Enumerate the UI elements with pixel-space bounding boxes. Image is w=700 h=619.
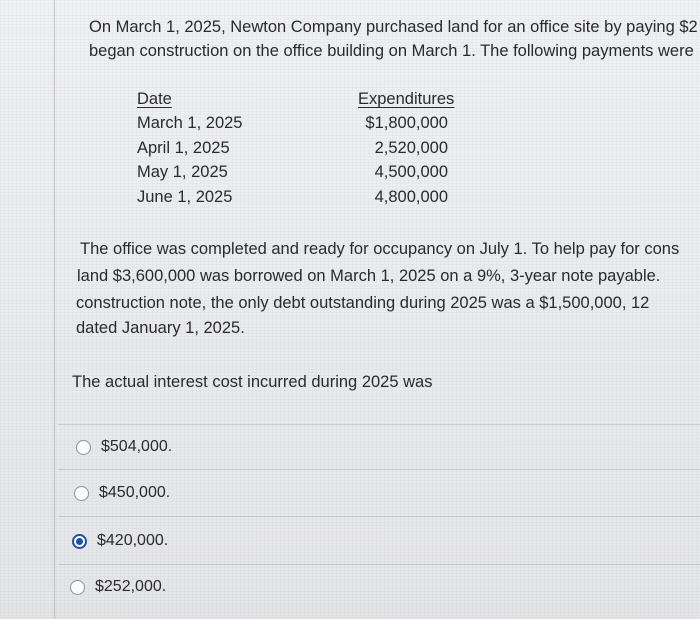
answer-option-450000[interactable] — [74, 484, 170, 502]
radio-unselected-icon[interactable] — [74, 486, 89, 501]
paragraph-line-1: The office was completed and ready for occupancy on July 1. To help pay for cons — [80, 240, 680, 258]
radio-unselected-icon[interactable] — [70, 580, 85, 595]
table-row-amount: $1,800,000 — [365, 114, 448, 132]
paragraph-line-3: construction note, the only debt outstanding during 2025 was a $1,500,000, 12 — [76, 294, 650, 312]
expenditures-column-header: Expenditures — [358, 90, 455, 108]
table-row-date: May 1, 2025 — [137, 163, 228, 181]
option-divider — [58, 469, 700, 470]
radio-unselected-icon[interactable] — [76, 440, 91, 455]
answer-option-420000[interactable] — [72, 532, 168, 550]
answer-option-label: $420,000. — [97, 532, 169, 549]
table-row-amount: 4,800,000 — [374, 187, 448, 206]
intro-line-1: On March 1, 2025, Newton Company purchased land for an office site by paying $2 — [89, 18, 698, 36]
paragraph-line-2: land $3,600,000 was borrowed on March 1, 2025 on a 9%, 3-year note payable. — [77, 267, 661, 285]
table-row-amount: 4,500,000 — [374, 163, 448, 181]
date-column-header: Date — [137, 90, 172, 108]
option-divider — [58, 516, 700, 517]
answer-option-label: $450,000. — [99, 484, 171, 501]
radio-selected-icon[interactable] — [72, 534, 87, 549]
table-row-amount: 2,520,000 — [374, 138, 448, 157]
answer-option-252000[interactable] — [70, 578, 166, 596]
question-prompt: The actual interest cost incurred during 2025 was — [72, 373, 433, 391]
page-left-rule — [54, 0, 55, 619]
table-row-date: June 1, 2025 — [137, 187, 233, 206]
table-row-date: March 1, 2025 — [137, 114, 243, 132]
table-row-date: April 1, 2025 — [137, 138, 230, 157]
paragraph-line-4: dated January 1, 2025. — [76, 319, 245, 337]
answer-option-504000[interactable] — [76, 438, 172, 456]
answer-option-label: $504,000. — [101, 438, 173, 455]
options-divider — [58, 424, 700, 425]
intro-line-2: began construction on the office building on March 1. The following payments were — [89, 42, 694, 60]
option-divider — [58, 564, 700, 565]
answer-option-label: $252,000. — [95, 578, 167, 595]
